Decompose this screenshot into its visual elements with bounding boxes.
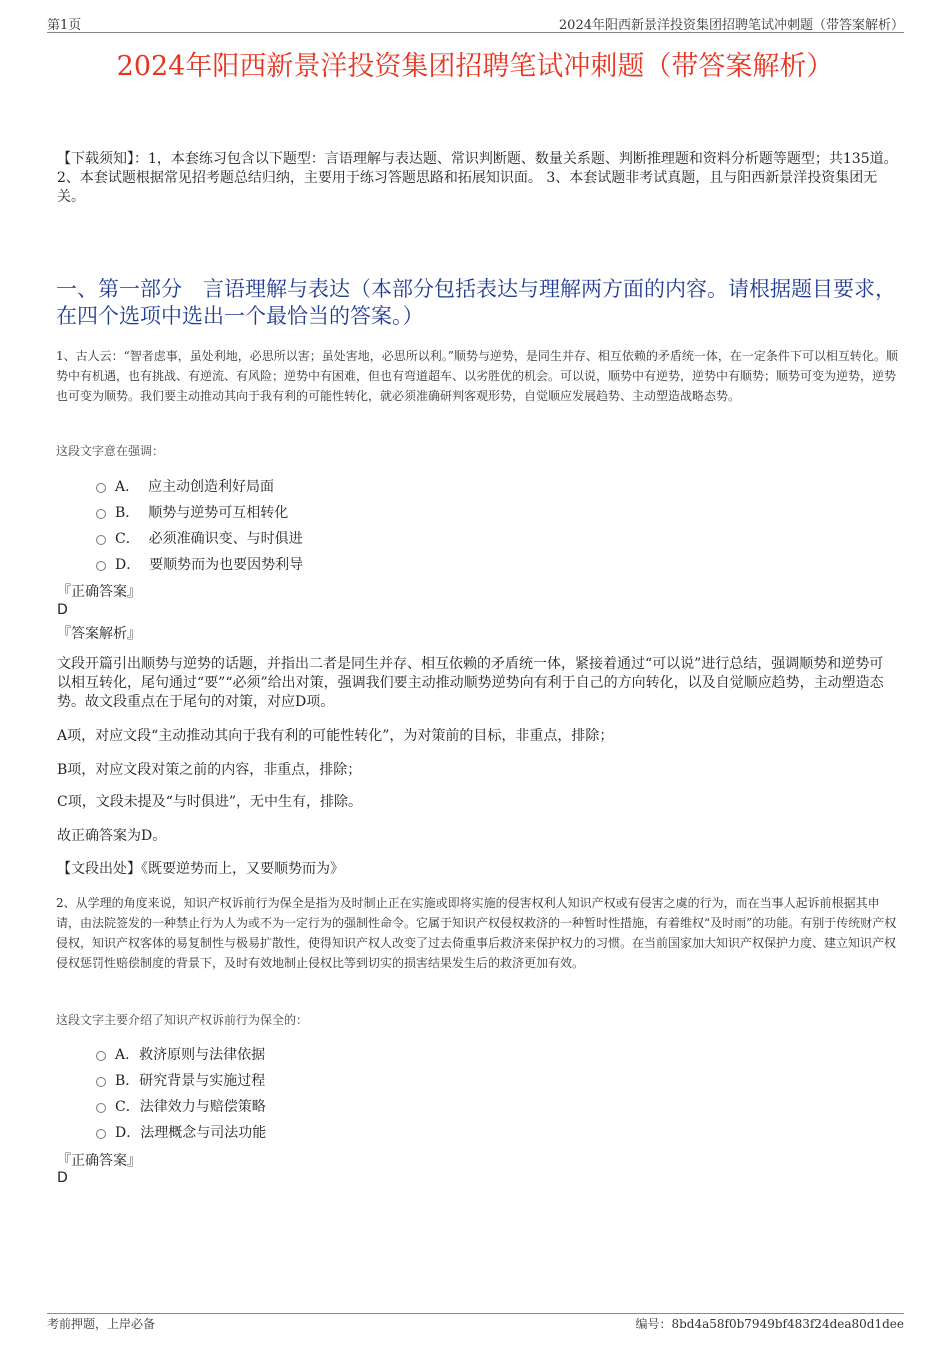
option-text: 必须准确识变、与时俱进 [148,531,303,547]
correct-answer-label: 『正确答案』 [57,1153,141,1169]
radio-icon[interactable] [96,1051,106,1061]
option-key: A． [115,1047,140,1063]
radio-icon[interactable] [96,483,106,493]
correct-answer-value: D [57,1170,68,1186]
page-title: 2024年阳西新景洋投资集团招聘笔试冲刺题（带答案解析） [116,51,834,82]
option-d[interactable] [96,551,303,577]
analysis-conclusion: 故正确答案为D。 [57,828,167,844]
option-b[interactable] [96,499,303,525]
footer-slogan: 考前押题，上岸必备 [47,1317,156,1331]
option-key: C． [115,1099,140,1115]
header-doc-title: 2024年阳西新景洋投资集团招聘笔试冲刺题（带答案解析） [558,18,904,33]
question-1-text: 1、古人云：“智者虑事，虽处利地，必思所以害；虽处害地，必思所以利。”顺势与逆势，是同生并存、相互依赖的矛盾统一体，在一定条件下可以相互转化。顺势中有机遇，也有挑战、有逆流、有风险；逆势中有困难，但也有弯道超车、以劣胜优的机会。可以说，顺势中有逆势，逆势中有顺势；顺势可变为逆势，逆势也可变为顺势。我们要主动推动其向于我有利的可能性转化，就必须准确研判客观形势，自觉顺应发展趋势、主动塑造战略态势。 [56,349,898,403]
question-2-prompt: 这段文字主要介绍了知识产权诉前行为保全的： [56,1013,309,1027]
option-text: 法律效力与赔偿策略 [139,1099,266,1115]
question-2-text: 2、从学理的角度来说，知识产权诉前行为保全是指为及时制止正在实施或即将实施的侵害权利人知识产权或有侵害之虞的行为，而在当事人起诉前根据其申请，由法院签发的一种禁止行为人为或不为一定行为的强制性命令。它属于知识产权侵权救济的一种暂时性措施，有着维权“及时雨”的功能。有别于传统财产权侵权，知识产权客体的易复制性与极易扩散性，使得知识产权人改变了过去倚重事后救济来保护权力的习惯。在当前国家加大知识产权保护力度、建立知识产权侵权惩罚性赔偿制度的背景下，及时有效地制止侵权比等到切实的损害结果发生后的救济更加有效。 [56,896,897,970]
download-notice: 【下载须知】：1，本套练习包含以下题型：言语理解与表达题、常识判断题、数量关系题、判断推理题和资料分析题等题型；共135道。 2、本套试题根据常见招考题总结归纳，主要用于练习答题思路和拓展知识面。 3、本套试题非考试真题，且与阳西新景洋投资集团无关。 [57,151,898,205]
option-key: C． [115,531,140,547]
question-1-options [96,473,303,577]
correct-answer-label: 『正确答案』 [57,584,141,600]
option-text: 法理概念与司法功能 [140,1125,267,1141]
option-key: D． [115,557,141,573]
option-key: D． [115,1125,141,1141]
analysis-source: 【文段出处】《既要逆势而上，又要顺势而为》 [57,861,344,877]
option-c[interactable] [96,525,303,551]
option-text: 顺势与逆势可互相转化 [148,505,289,521]
section-heading: 一、第一部分 言语理解与表达（本部分包括表达与理解两方面的内容。请根据题目要求，在四个选项中选出一个最恰当的答案。） [56,277,896,328]
question-2-options [96,1041,266,1145]
footer-divider [47,1313,904,1314]
radio-icon[interactable] [96,535,106,545]
radio-icon[interactable] [96,509,106,519]
question-1-prompt: 这段文字意在强调： [56,444,165,458]
option-a[interactable] [96,473,303,499]
analysis-paragraph: 文段开篇引出顺势与逆势的话题，并指出二者是同生并存、相互依赖的矛盾统一体，紧接着通过“可以说”进行总结，强调顺势和逆势可以相互转化，尾句通过“要”“必须”给出对策，强调我们要主动推动顺势逆势向有利于自己的方向转化，以及自觉顺应趋势，主动塑造态势。故文段重点在于尾句的对策，对应D项。 [57,656,884,710]
option-key: B． [115,1073,140,1089]
option-text: 要顺势而为也要因势利导 [149,557,304,573]
analysis-option-b: B项，对应文段对策之前的内容，非重点，排除； [57,762,362,778]
analysis-label: 『答案解析』 [57,626,141,642]
header-divider [47,32,904,33]
option-text: 研究背景与实施过程 [139,1073,266,1089]
radio-icon[interactable] [96,1103,106,1113]
option-text: 救济原则与法律依据 [139,1047,266,1063]
option-d[interactable] [96,1119,266,1145]
analysis-option-c: C项，文段未提及“与时俱进”，无中生有，排除。 [57,794,363,810]
option-key: B． [115,505,140,521]
option-c[interactable] [96,1093,266,1119]
option-text: 应主动创造利好局面 [148,479,275,495]
radio-icon[interactable] [96,1129,106,1139]
option-key: A． [115,479,140,495]
footer-serial: 编号：8bd4a58f0b7949bf483f24dea80d1dee [635,1317,904,1331]
radio-icon[interactable] [96,1077,106,1087]
page-number: 第1页 [47,18,82,33]
option-b[interactable] [96,1067,266,1093]
correct-answer-value: D [57,602,68,618]
option-a[interactable] [96,1041,266,1067]
radio-icon[interactable] [96,561,106,571]
analysis-option-a: A项，对应文段“主动推动其向于我有利的可能性转化”，为对策前的目标，非重点，排除； [57,728,614,744]
